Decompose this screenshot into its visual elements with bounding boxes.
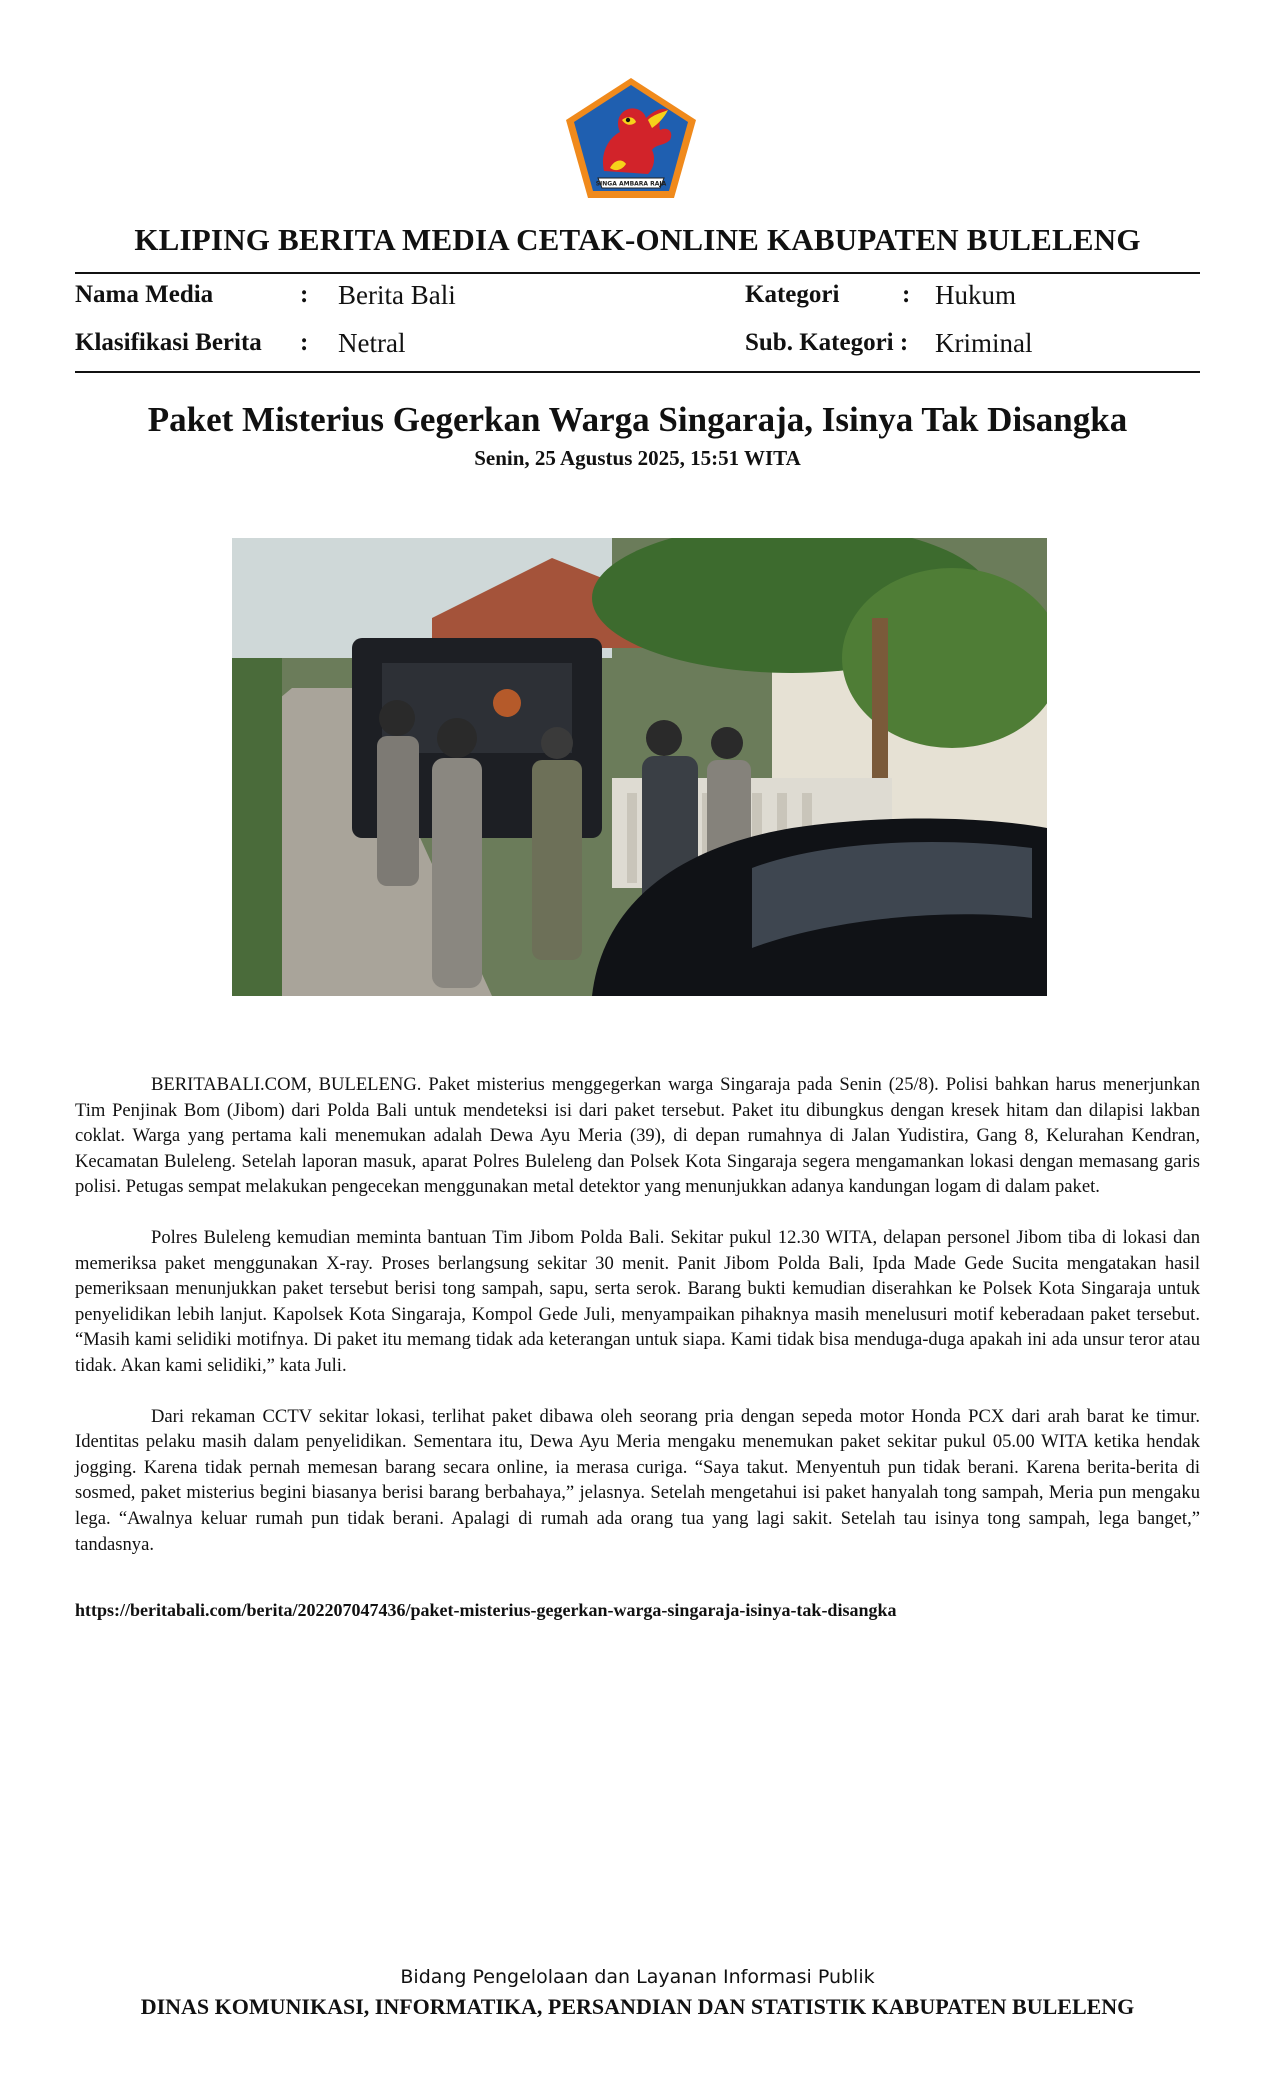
footer-department: Bidang Pengelolaan dan Layanan Informasi Publik [400,1966,875,1988]
top-divider [75,272,1200,274]
kategori-separator: : [902,281,911,308]
nama-media-separator: : [300,281,309,308]
source-url: https://beritabali.com/berita/202207047436/paket-misterius-gegerkan-warga-singaraja-isinya-tak-disangka [75,1600,897,1620]
klasifikasi-separator: : [300,329,309,356]
article-headline: Paket Misterius Gegerkan Warga Singaraja, Isinya Tak Disangka [147,400,1128,439]
article-paragraph: Dari rekaman CCTV sekitar lokasi, terlihat paket dibawa oleh seorang pria dengan sepeda motor Honda PCX dari arah barat ke timur. Identitas pelaku masih dalam penyelidikan. Sementara itu, Dewa Ayu Meria mengaku menemukan paket sekitar pukul 05.00 WITA ketika hendak jogging. Karena tidak pernah memesan barang secara online, ia merasa curiga. “Saya takut. Menyentuh pun tidak berani. Karena berita-berita di sosmed, paket misterius begini biasanya berisi barang berbahaya,” jelasnya. Setelah mengetahui isi paket hanyalah tong sampah, Meria pun mengaku lega. “Awalnya keluar rumah pun tidak berani. Apalagi di rumah ada orang tua yang lagi sakit. Setelah tau isinya tong sampah, lega banget,” tandasnya. [75,1405,1200,1555]
singa-ambara-raja-crest-icon [564,76,698,200]
meta-divider [75,371,1200,373]
article-paragraph: BERITABALI.COM, BULELENG. Paket misterius menggegerkan warga Singaraja pada Senin (25/8). Polisi bahkan harus menerjunkan Tim Penjinak Bom (Jibom) dari Polda Bali untuk mendeteksi isi dari paket tersebut. Paket itu dibungkus dengan kresek hitam dan dilapisi lakban coklat. Warga yang pertama kali menemukan adalah Dewa Ayu Meria (39), di depan rumahnya di Jalan Yudistira, Gang 8, Kelurahan Kendran, Kecamatan Buleleng. Setelah laporan masuk, aparat Polres Buleleng dan Polsek Kota Singaraja segera mengamankan lokasi dengan memasang garis polisi. Petugas sempat melakukan pengecekan menggunakan metal detektor yang menunjukkan adanya kandungan logam di dalam paket. [75,1074,1200,1198]
article-body [75,1072,1200,1582]
article-dateline: Senin, 25 Agustus 2025, 15:51 WITA [474,446,801,470]
crest-motto: SINGA AMBARA RAJA [595,180,667,188]
document-title: KLIPING BERITA MEDIA CETAK-ONLINE KABUPATEN BULELENG [134,222,1141,257]
sub-kategori-value: Kriminal [935,328,1033,358]
nama-media-value: Berita Bali [338,280,456,310]
sub-kategori-label: Sub. Kategori : [745,329,909,356]
nama-media-label: Nama Media [75,281,214,308]
klasifikasi-value: Netral [338,328,406,358]
kategori-label: Kategori [745,281,840,308]
klasifikasi-label: Klasifikasi Berita [75,329,262,356]
footer-agency: DINAS KOMUNIKASI, INFORMATIKA, PERSANDIAN DAN STATISTIK KABUPATEN BULELENG [140,1994,1135,2019]
news-photo-police-bomb-squad [232,538,1047,996]
article-paragraph: Polres Buleleng kemudian meminta bantuan Tim Jibom Polda Bali. Sekitar pukul 12.30 WITA, delapan personel Jibom tiba di lokasi dan memeriksa paket menggunakan X-ray. Proses berlangsung sekitar 30 menit. Panit Jibom Polda Bali, Ipda Made Gede Sucita mengatakan hasil pemeriksaan menunjukkan paket tersebut berisi tong sampah, sapu, serta serok. Barang bukti kemudian diserahkan ke Polsek Kota Singaraja untuk penyelidikan lebih lanjut. Kapolsek Kota Singaraja, Kompol Gede Juli, menyampaikan pihaknya masih menelusuri motif keberadaan paket tersebut. “Masih kami selidiki motifnya. Di paket itu memang tidak ada keterangan untuk siapa. Kami tidak bisa menduga-duga apakah ini ada unsur teror atau tidak. Akan kami selidiki,” kata Juli. [75,1226,1200,1376]
kategori-value: Hukum [935,280,1016,310]
